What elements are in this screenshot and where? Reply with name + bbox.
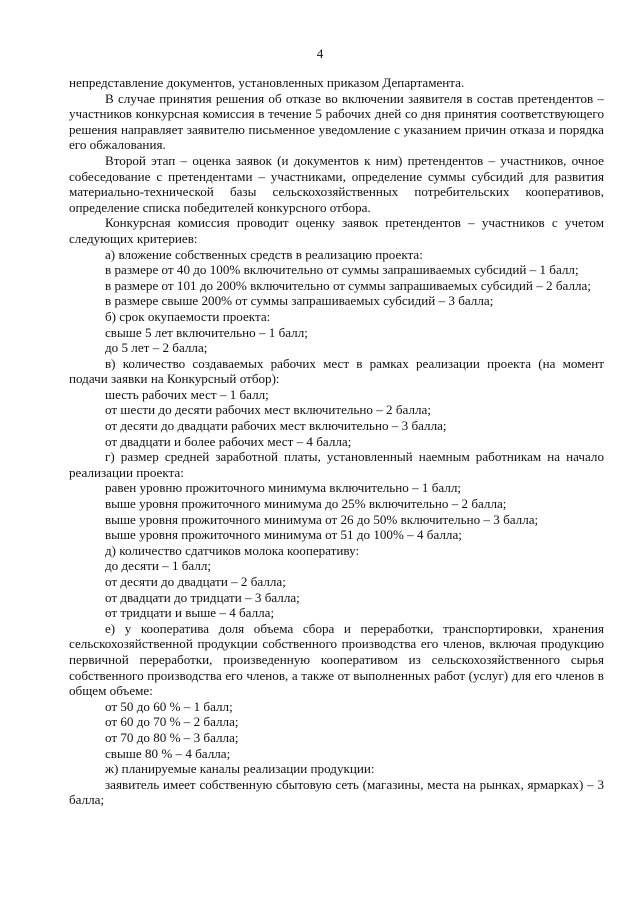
document-paragraph: заявитель имеет собственную сбытовую сеть (магазины, места на рынках, ярмарках) – 3 балла; [69, 776, 604, 808]
document-body [69, 75, 604, 808]
document-paragraph: от двадцати и более рабочих мест – 4 балла; [105, 433, 352, 449]
document-paragraph: до десяти – 1 балл; [105, 558, 212, 574]
document-paragraph: г) размер средней заработной платы, установленный наемным работникам на начало реализации проекта: [69, 449, 604, 480]
document-paragraph: в) количество создаваемых рабочих мест в рамках реализации проекта (на момент подачи заявки на Конкурсный отбор): [69, 355, 604, 387]
document-paragraph: Второй этап – оценка заявок (и документов к ним) претендентов – участников, очное собеседование с претендентами – участниками, определение суммы субсидий для развития материально-технической базы сельскохозяйственных потребительских кооперативов, определение списка победителей конкурсного отбора. [69, 152, 604, 215]
document-paragraph: е) у кооператива доля объема сбора и переработки, транспортировки, хранения сельскохозяйственной продукции собственного производства его членов, включая продукцию первичной переработки, произведенную кооперативом из сельскохозяйственного сырья собственного производства его членов, а также от выполненных работ (услуг) для его членов в общем объеме: [69, 620, 604, 699]
document-paragraph: а) вложение собственных средств в реализацию проекта: [105, 246, 423, 262]
document-paragraph: свыше 5 лет включительно – 1 балл; [105, 324, 308, 340]
document-paragraph: выше уровня прожиточного минимума от 51 до 100% – 4 балла; [105, 527, 462, 543]
document-paragraph: ж) планируемые каналы реализации продукции: [105, 761, 375, 777]
document-paragraph: от 70 до 80 % – 3 балла; [105, 729, 239, 745]
document-paragraph: свыше 80 % – 4 балла; [105, 745, 231, 761]
document-paragraph: Конкурсная комиссия проводит оценку заявок претендентов – участников с учетом следующих критериев: [69, 215, 604, 246]
document-paragraph: шесть рабочих мест – 1 балл; [105, 386, 269, 402]
document-paragraph: д) количество сдатчиков молока кооперативу: [105, 542, 360, 558]
document-paragraph: от десяти до двадцати рабочих мест включительно – 3 балла; [105, 418, 447, 434]
document-paragraph: до 5 лет – 2 балла; [105, 340, 208, 356]
document-paragraph: от тридцати и выше – 4 балла; [105, 605, 275, 621]
document-paragraph: от 60 до 70 % – 2 балла; [105, 714, 239, 730]
page-number: 4 [316, 46, 324, 61]
document-paragraph: В случае принятия решения об отказе во включении заявителя в состав претендентов – участников конкурсная комиссия в течение 5 рабочих дней со дня принятия соответствующего решения направляет заявителю письменное уведомление с указанием причин отказа и порядка его обжалования. [69, 90, 604, 153]
document-paragraph: в размере от 40 до 100% включительно от суммы запрашиваемых субсидий – 1 балл; [105, 262, 579, 278]
document-paragraph: от двадцати до тридцати – 3 балла; [105, 589, 300, 605]
document-paragraph: выше уровня прожиточного минимума от 26 до 50% включительно – 3 балла; [105, 511, 539, 527]
document-paragraph: непредставление документов, установленных приказом Департамента. [69, 75, 465, 90]
document-paragraph: от 50 до 60 % – 1 балл; [105, 698, 233, 714]
document-paragraph: в размере свыше 200% от суммы запрашиваемых субсидий – 3 балла; [105, 293, 494, 309]
document-paragraph: б) срок окупаемости проекта: [105, 308, 271, 324]
document-paragraph: от десяти до двадцати – 2 балла; [105, 574, 286, 589]
document-paragraph: в размере от 101 до 200% включительно от суммы запрашиваемых субсидий – 2 балла; [105, 277, 591, 293]
document-paragraph: равен уровню прожиточного минимума включительно – 1 балл; [105, 480, 462, 496]
document-paragraph: выше уровня прожиточного минимума до 25% включительно – 2 балла; [105, 496, 507, 512]
document-paragraph: от шести до десяти рабочих мест включительно – 2 балла; [105, 402, 431, 418]
